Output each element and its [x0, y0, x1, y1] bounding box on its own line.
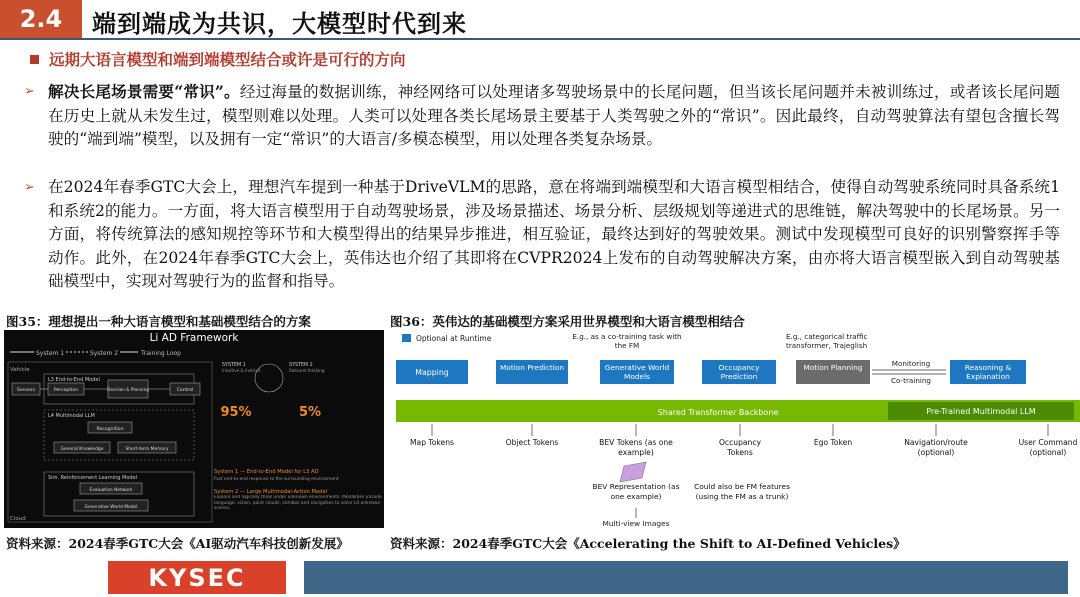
paragraph-2 [24, 176, 1060, 294]
arrow-bullet-icon: ➢ [24, 180, 35, 195]
block-recognition: Recognition [96, 427, 124, 432]
box-reasoning-label: Reasoning & Explanation [964, 363, 1012, 381]
paragraph-1-lead: 解决长尾场景需要“常识”。 [48, 82, 240, 101]
sys1-sub: Intuitive & instinct [222, 368, 261, 373]
fm-features-note: Could also be FM features (using the FM as a trunk) [694, 482, 790, 501]
bev-grid-icon [620, 462, 646, 482]
cloud-label: Cloud [10, 516, 26, 522]
backbone-label: Shared Transformer Backbone [657, 408, 779, 417]
arrow-bullet-icon: ➢ [24, 84, 35, 99]
pretrained-label: Pre-Trained Multimodal LLM [926, 407, 1036, 416]
token-navigation: Navigation/route (optional) [904, 438, 968, 457]
paragraph-1-text [48, 80, 1060, 152]
block-evaluation: Evaluation Network [89, 488, 133, 493]
li-ad-title: Li AD Framework [149, 332, 239, 344]
token-labels [402, 438, 1080, 460]
block-perception: Perception [53, 388, 79, 393]
paragraph-2-text [48, 176, 1060, 294]
token-ego: Ego Token [813, 438, 853, 447]
sys2-title: System 2 — Large Multimodal-Action Model [214, 489, 328, 495]
l3-label: L3 End-to-End Model [48, 377, 100, 383]
sys1-title: System 1 — End-to-End Model for L3 AD [214, 469, 319, 475]
monitoring-label: Monitoring [891, 359, 931, 368]
sys2-percentage: 5% [298, 405, 322, 420]
nvidia-diagram [388, 330, 1080, 530]
brain-icon [255, 364, 283, 392]
figure-36-source: 资料来源：2024春季GTC大会《Accelerating the Shift to AI-Defined Vehicles》 [390, 536, 906, 551]
token-occupancy: Occupancy Tokens [718, 438, 762, 457]
section-number-badge: 2.4 [0, 0, 82, 38]
sim-label: Sim. Reinforcement Learning Model [48, 475, 138, 481]
token-bev: BEV Tokens (as one example) [599, 438, 673, 457]
legend-system2: System 2 [90, 350, 119, 357]
bev-representation: BEV Representation (as one example) [592, 482, 680, 501]
token-user-command: User Command (optional) [1018, 438, 1078, 457]
paragraph-1-body: 经过海量的数据训练，神经网络可以处理诸多驾驶场景中的长尾问题，但当该长尾问题并未被训练过，或者该长尾问题在历史上就从未发生过，模型则难以处理。人类可以处理各类长尾场景主要基于人类驾驶之外的“常识”。因此最终，自动驾驶算法有望包含擅长驾驶的“端到端”模型，以及拥有一定“常识”的大语言/多模态模型，用以处理各类复杂场景。 [48, 83, 1060, 148]
l4-label: L4 Multimodal LLM [48, 413, 95, 419]
paragraph-2-body: 在2024年春季GTC大会上，理想汽车提到一种基于DriveVLM的思路，意在将端到端模型和大语言模型相结合，使得自动驾驶系统同时具备系统1和系统2的能力。一方面，将大语言模型用于自动驾驶场景，涉及场景描述、场景分析、层级规划等递进式的思维链，解决驾驶中的长尾场景。另一方面，将传统算法的感知规控等环节和大模型得出的结果异步推进，相互验证，最终达到好的驾驶效果。测试中发现模型可良好的识别警察挥手等动作。此外，在2024年春季GTC大会上，英伟达也介绍了其即将在CVPR2024上发布的自动驾驶解决方案，由亦将大语言模型嵌入到自动驾驶基础模型中，实现对驾驶行为的监督和指导。 [48, 178, 1060, 290]
bullet-square-icon [30, 55, 39, 64]
token-map: Map Tokens [409, 438, 454, 447]
sys1-head: SYSTEM 1 [222, 363, 246, 368]
legend-training-loop: Training Loop [141, 350, 181, 357]
token-arrows [432, 424, 1048, 436]
figure-35-source: 资料来源：2024春季GTC大会《AI驱动汽车科技创新发展》 [6, 536, 349, 551]
footer-bar [304, 561, 1068, 594]
kysec-logo: KYSEC [108, 561, 286, 594]
sys2-sub: Rational thinking [289, 368, 325, 373]
box-motion-prediction-label: Motion Prediction [499, 363, 565, 372]
figure-35-caption: 图35：理想提出一种大语言模型和基础模型结合的方案 [6, 314, 311, 329]
block-decision: Decision & Planning [107, 387, 149, 392]
legend-system1: System 1 [36, 350, 65, 357]
token-object: Object Tokens [505, 438, 559, 447]
block-control: Control [176, 388, 194, 393]
note-traffic: E.g., categorical traffic transformer, Trajeglish [786, 332, 868, 350]
vehicle-label: Vehicle [10, 367, 30, 373]
figure-36-nvidia-fm [388, 330, 1080, 530]
block-general-knowledge: General Knowledge [60, 447, 104, 452]
sys1-percentage: 95% [220, 405, 252, 420]
box-generative-label: Generative World Models [604, 363, 670, 381]
sys2-head: SYSTEM 2 [289, 363, 313, 368]
box-mapping-label: Mapping [415, 368, 449, 377]
li-ad-diagram [4, 330, 384, 528]
sys2-desc: Explore and logically think under unknown environments. Modalities include language, vision, point clouds, combos and navigation to solve L4 unknown scenes. [214, 495, 382, 512]
box-occupancy-label: Occupancy Prediction [718, 363, 760, 381]
paragraph-1 [24, 80, 1060, 152]
legend-swatch [402, 334, 411, 342]
note-co-training: E.g., as a co-training task with the FM [572, 332, 682, 350]
legend-optional: Optional at Runtime [416, 334, 492, 343]
co-training-label: Co-training [891, 376, 931, 385]
box-motion-planning-label: Motion Planning [803, 363, 863, 372]
title-underline [0, 38, 1080, 40]
figure-36-caption: 图36：英伟达的基础模型方案采用世界模型和大语言模型相结合 [390, 314, 745, 329]
sys1-desc: Fast end-to-end response to the surrounding environment [214, 477, 339, 482]
subheading-text: 远期大语言模型和端到端模型结合或许是可行的方向 [49, 50, 406, 69]
block-sensors: Sensors [16, 388, 36, 393]
block-short-term-memory: Short-term Memory [125, 447, 169, 452]
block-generative: Generative World Model [84, 505, 138, 510]
multiview-images: Multi-view Images [602, 519, 670, 528]
figure-35-li-ad-framework [4, 330, 384, 528]
page-title: 端到端成为共识，大模型时代到来 [92, 9, 467, 38]
subheading [30, 48, 406, 70]
